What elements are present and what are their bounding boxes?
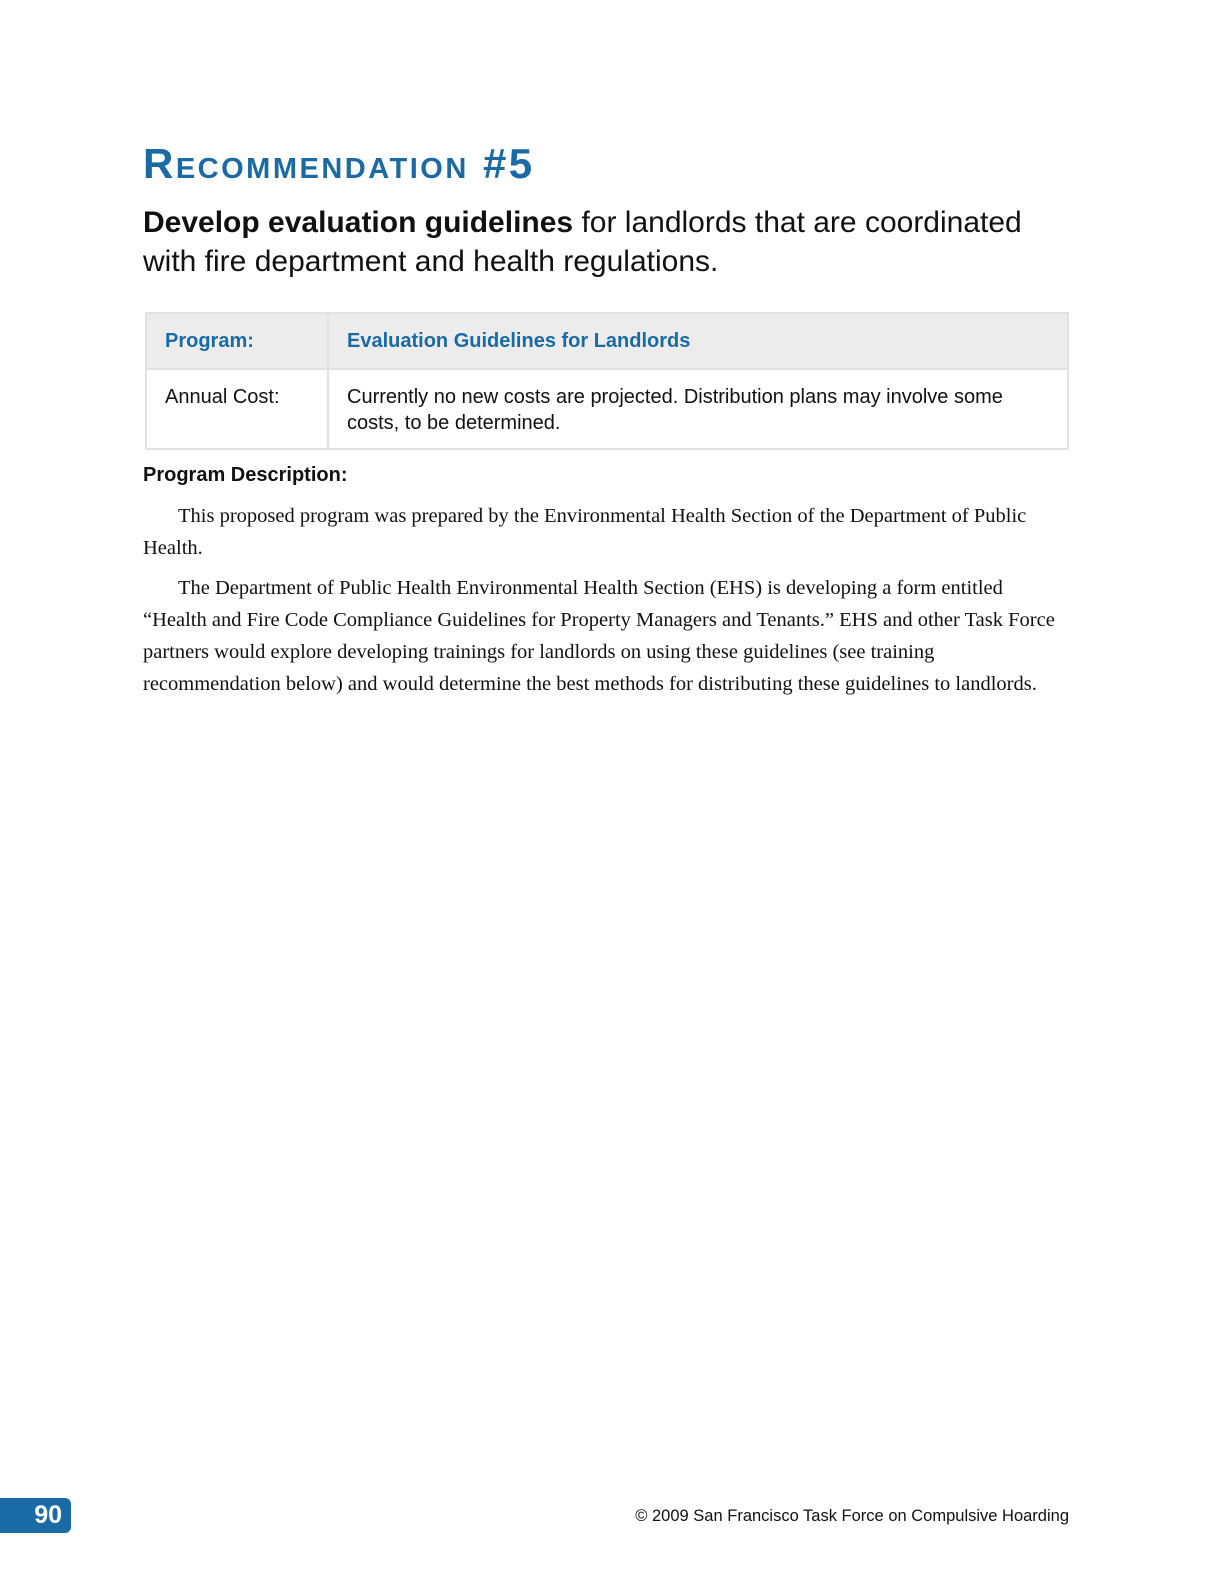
description-paragraph: The Department of Public Health Environmental Health Section (EHS) is developing a form entitled “Health and Fire Code Compliance Guidelines for Property Managers and Tenants.” EHS and other Task Force partners would explore developing trainings for landlords on using these guidelines (see training recommendation below) and would determine the best methods for distributing these guidelines to landlords. [143, 577, 1055, 695]
annual-cost-row [146, 369, 1068, 449]
annual-cost-label: Annual Cost: [146, 369, 328, 449]
program-label: Program: [146, 313, 328, 369]
program-description-label: Program Description: [143, 464, 348, 486]
page-number-badge: 90 [0, 1498, 71, 1533]
description-paragraph: This proposed program was prepared by the Environmental Health Section of the Department of Public Health. [143, 505, 1027, 559]
recommendation-heading: Recommendation #5 [143, 140, 535, 187]
program-summary-table [145, 312, 1069, 450]
annual-cost-value: Currently no new costs are projected. Distribution plans may involve some costs, to be determined. [328, 369, 1068, 449]
program-row [146, 313, 1068, 369]
program-name: Evaluation Guidelines for Landlords [328, 313, 1068, 369]
subtitle-emphasis: Develop evaluation guidelines [143, 206, 574, 239]
recommendation-subtitle [143, 203, 1043, 281]
subtitle-rest: for landlords that are coordinated with fire department and health regulations. [143, 206, 1022, 278]
footer-copyright: © 2009 San Francisco Task Force on Compulsive Hoarding [635, 1507, 1069, 1525]
program-description-body [143, 500, 1069, 708]
